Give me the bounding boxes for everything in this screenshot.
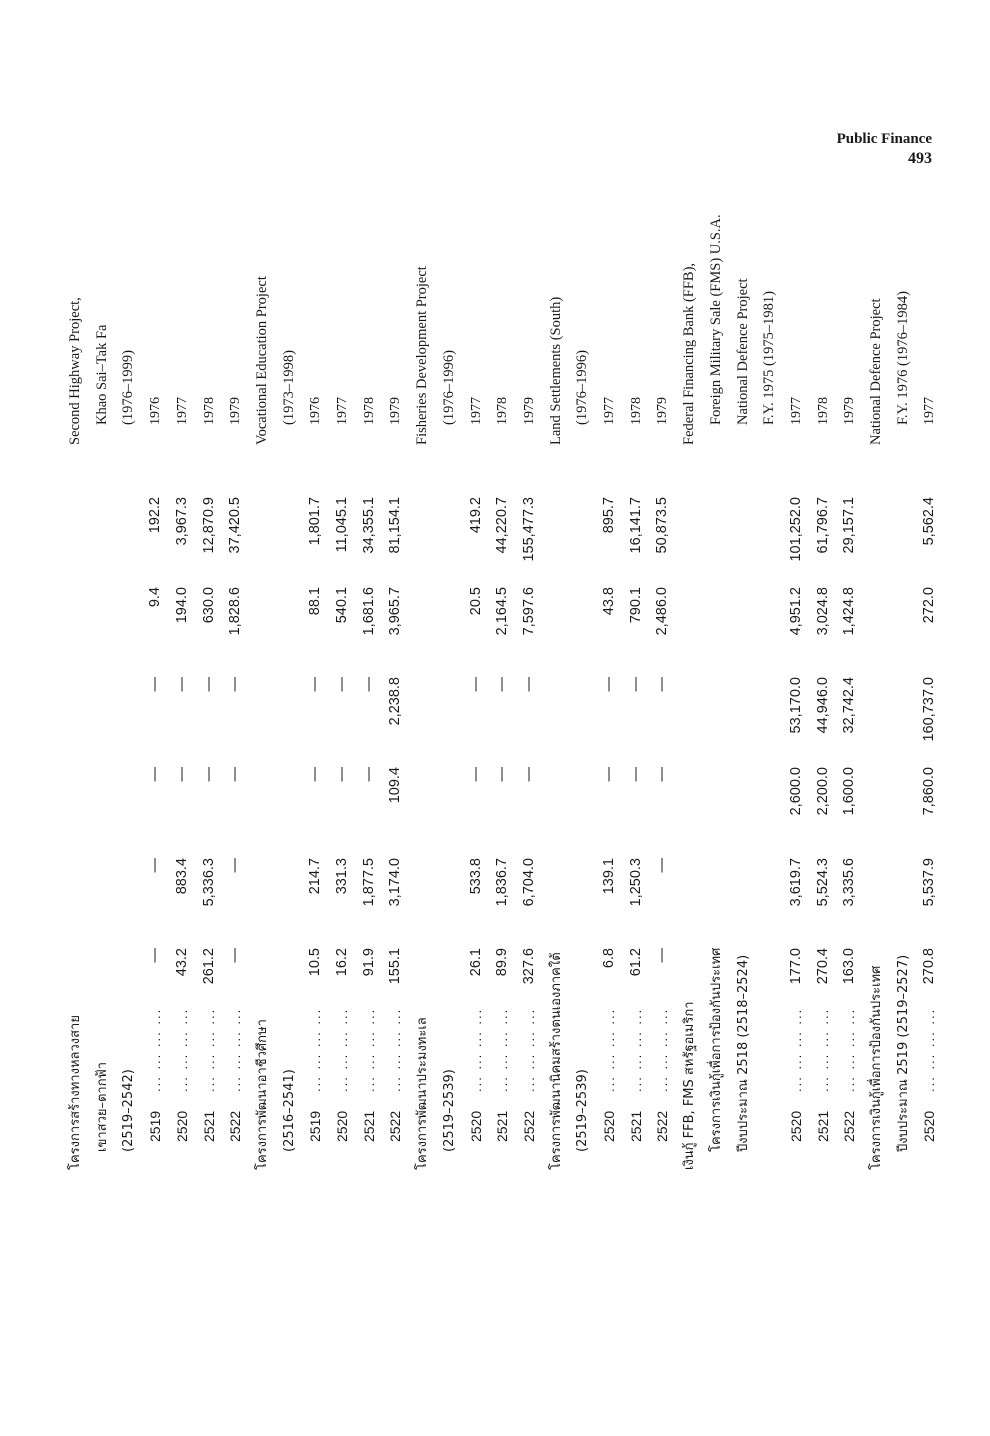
value-cell: 2,600.0 [787, 767, 804, 816]
thai-label: (2519–2539) [441, 1069, 457, 1152]
value-cell: — [307, 677, 324, 692]
value-cell: 3,967.3 [173, 497, 190, 546]
value-cell: 6,704.0 [520, 858, 537, 907]
english-label: 1979 [228, 397, 244, 425]
row-label [569, 60, 596, 1180]
value-cell: 53,170.0 [787, 677, 804, 734]
english-label: Second Highway Project, [67, 297, 83, 445]
value-cell: — [654, 767, 671, 782]
table-row [222, 60, 249, 1180]
value-cell: — [200, 677, 217, 692]
value-cell: 630.0 [200, 587, 217, 624]
table-row [356, 60, 383, 1180]
leader-dots: ... ... ... ... [815, 1007, 831, 1092]
leader-dots: ... ... ... ... [468, 1007, 484, 1092]
row-label [730, 60, 757, 1180]
english-label: 1979 [521, 397, 537, 425]
thai-label: 2520 [787, 1110, 804, 1142]
page-number: 493 [908, 150, 932, 167]
leader-dots: ... ... ... ... [842, 1007, 858, 1092]
value-cell: 214.7 [307, 858, 324, 895]
value-cell: — [627, 767, 644, 782]
value-cell: 101,252.0 [787, 497, 804, 562]
row-label [436, 60, 463, 1180]
value-cell: — [227, 948, 244, 963]
row-label [890, 60, 917, 1180]
value-cell: 895.7 [601, 497, 617, 534]
thai-label: 2519 [307, 1110, 324, 1142]
thai-label: 2519 [147, 1110, 164, 1142]
value-cell: — [601, 677, 617, 692]
value-cell: 3,965.7 [387, 587, 404, 636]
value-cell: 177.0 [787, 948, 804, 985]
english-label: Fisheries Development Project [414, 266, 431, 445]
table-row [382, 60, 409, 1180]
value-cell: 1,424.8 [841, 587, 858, 636]
row-label [543, 60, 570, 1180]
value-cell: 2,486.0 [654, 587, 671, 636]
value-cell: 1,828.6 [227, 587, 244, 636]
thai-label: (2519–2542) [121, 1069, 137, 1152]
leader-dots: ... ... ... ... [655, 1007, 671, 1092]
value-cell: 5,537.9 [921, 858, 938, 907]
value-cell: 11,045.1 [334, 497, 350, 553]
thai-label: 2520 [173, 1110, 190, 1142]
thai-label: โครงการเงินกู้เพื่อการป้องกันประเทศ [708, 947, 724, 1152]
english-label: 1979 [655, 397, 671, 425]
thai-label: 2522 [387, 1110, 404, 1142]
value-cell: 7,597.6 [520, 587, 537, 636]
value-cell: — [627, 677, 644, 692]
thai-label: 2521 [360, 1110, 377, 1142]
english-label: Khao Sai–Tak Fa [93, 324, 110, 425]
table-row [649, 60, 676, 1180]
leader-dots: ... ... ... ... [788, 1007, 804, 1092]
section-title: Public Finance [836, 131, 932, 147]
value-cell: 790.1 [627, 587, 644, 624]
value-cell: — [360, 677, 377, 692]
leader-dots: ... ... ... ... [228, 1007, 244, 1092]
value-cell: 327.6 [520, 948, 537, 985]
english-label: 1978 [201, 397, 217, 425]
english-label: 1977 [335, 397, 350, 425]
value-cell: — [147, 948, 164, 963]
value-cell: 9.4 [147, 587, 164, 608]
thai-label: (2519–2539) [575, 1069, 591, 1152]
value-cell: 6.8 [601, 948, 617, 969]
value-cell: 419.2 [467, 497, 484, 534]
value-cell: — [227, 767, 244, 782]
value-cell: — [520, 677, 537, 692]
thai-label: 2520 [921, 1110, 938, 1142]
leader-dots: ... ... ... ... [922, 1007, 938, 1092]
row-label [276, 60, 303, 1180]
value-cell: — [147, 677, 164, 692]
value-cell: 61,796.7 [814, 497, 831, 554]
value-cell: 61.2 [627, 948, 644, 977]
thai-label: 2522 [520, 1110, 537, 1142]
thai-label: 2522 [227, 1110, 244, 1142]
english-label: Federal Financing Bank (FFB), [681, 262, 698, 445]
value-cell: 109.4 [387, 767, 404, 804]
english-label: 1979 [388, 397, 404, 425]
leader-dots: ... ... ... ... [495, 1007, 511, 1092]
row-label [89, 60, 116, 1180]
value-cell: — [227, 858, 244, 873]
leader-dots: ... ... ... ... [388, 1007, 404, 1092]
english-label: 1977 [602, 397, 617, 425]
thai-label: โครงการสร้างทางหลวงสาย [68, 1015, 83, 1170]
value-cell: 29,157.1 [841, 497, 858, 554]
value-cell: 331.3 [334, 858, 350, 895]
table-row [516, 60, 543, 1180]
thai-label: 2521 [200, 1110, 217, 1142]
english-label: 1976 [308, 397, 324, 425]
thai-label: (2516–2541) [281, 1069, 297, 1152]
value-cell: — [147, 767, 164, 782]
value-cell: 43.8 [601, 587, 617, 616]
english-label: 1977 [174, 397, 190, 425]
value-cell: 26.1 [467, 948, 484, 977]
leader-dots: ... ... ... ... [308, 1007, 324, 1092]
row-label [409, 60, 436, 1180]
english-label: 1978 [495, 397, 511, 425]
table-row [169, 60, 196, 1180]
value-cell: — [307, 767, 324, 782]
value-cell: — [173, 677, 190, 692]
value-cell: 10.5 [307, 948, 324, 977]
value-cell: 883.4 [173, 858, 190, 895]
thai-label: โครงการพัฒนาอาชีวศึกษา [254, 1019, 270, 1170]
english-label: Foreign Military Sale (FMS) U.S.A. [707, 214, 724, 425]
english-label: 1976 [148, 397, 164, 425]
thai-label: ปีงบประมาณ 2518 (2518–2524) [735, 954, 751, 1152]
value-cell: 192.2 [147, 497, 164, 534]
table-row [489, 60, 516, 1180]
thai-label: เขาสวย–ตากฟ้า [94, 1061, 110, 1152]
english-label: National Defence Project [868, 298, 884, 445]
english-label: F.Y. 1976 (1976–1984) [894, 291, 911, 425]
value-cell: 5,562.4 [921, 497, 938, 546]
table-row [623, 60, 650, 1180]
value-cell: — [467, 767, 484, 782]
value-cell: 12,870.9 [200, 497, 217, 554]
value-cell: 2,238.8 [387, 677, 404, 726]
table-row [916, 60, 943, 1180]
english-label: F.Y. 1975 (1975–1981) [761, 291, 778, 425]
leader-dots: ... ... ... ... [174, 1007, 190, 1092]
thai-label: โครงการเงินกู้เพื่อการป้องกันประเทศ [869, 965, 884, 1170]
value-cell: 3,024.8 [814, 587, 831, 636]
row-label [676, 60, 703, 1180]
value-cell: — [334, 677, 350, 692]
value-cell: — [520, 767, 537, 782]
value-cell: 44,220.7 [494, 497, 511, 554]
table-row [783, 60, 810, 1180]
table-row [596, 60, 623, 1180]
value-cell: — [147, 858, 164, 873]
leader-dots: ... ... ... ... [521, 1007, 537, 1092]
value-cell: — [200, 767, 217, 782]
value-cell: 16.2 [334, 948, 350, 977]
value-cell: 81,154.1 [387, 497, 404, 554]
value-cell: 1,877.5 [360, 858, 377, 907]
leader-dots: ... ... ... ... [201, 1007, 217, 1092]
value-cell: 1,600.0 [841, 767, 858, 816]
value-cell: 91.9 [360, 948, 377, 977]
value-cell: 5,336.3 [200, 858, 217, 907]
value-cell: 20.5 [467, 587, 484, 616]
leader-dots: ... ... ... ... [148, 1007, 164, 1092]
row-label [863, 60, 890, 1180]
value-cell: 1,836.7 [494, 858, 511, 907]
table-row [302, 60, 329, 1180]
value-cell: — [654, 677, 671, 692]
value-cell: — [467, 677, 484, 692]
value-cell: 139.1 [601, 858, 617, 895]
thai-label: โครงการพัฒนานิคมสร้างตนเองภาคใต้ [548, 952, 564, 1170]
leader-dots: ... ... ... ... [361, 1007, 377, 1092]
value-cell: 3,335.6 [841, 858, 858, 907]
english-label: National Defence Project [734, 278, 751, 425]
value-cell: — [173, 767, 190, 782]
value-cell: 3,619.7 [787, 858, 804, 907]
english-label: 1977 [468, 397, 484, 425]
leader-dots: ... ... ... ... [628, 1007, 644, 1092]
english-label: (1973–1998) [280, 350, 297, 425]
value-cell: 2,164.5 [494, 587, 511, 636]
value-cell: 3,174.0 [387, 858, 404, 907]
table-row [329, 60, 356, 1180]
thai-label: 2520 [334, 1110, 350, 1142]
table-row [836, 60, 863, 1180]
row-label [115, 60, 142, 1180]
value-cell: 44,946.0 [814, 677, 831, 734]
thai-label: 2522 [841, 1110, 858, 1142]
value-cell: 2,200.0 [814, 767, 831, 816]
value-cell: 7,860.0 [921, 767, 938, 816]
value-cell: 37,420.5 [227, 497, 244, 554]
table-row [810, 60, 837, 1180]
thai-label: 2520 [601, 1110, 617, 1142]
row-label [756, 60, 783, 1180]
value-cell: 43.2 [173, 948, 190, 977]
row-label [703, 60, 730, 1180]
value-cell: 1,801.7 [307, 497, 324, 546]
rotated-data-table [45, 60, 945, 1180]
value-cell: 5,524.3 [814, 858, 831, 907]
value-cell: 4,951.2 [787, 587, 804, 636]
english-label: 1979 [842, 397, 858, 425]
value-cell: — [334, 767, 350, 782]
english-label: 1978 [361, 397, 377, 425]
value-cell: 270.8 [921, 948, 938, 985]
value-cell: 261.2 [200, 948, 217, 985]
table-row [142, 60, 169, 1180]
english-label: (1976–1996) [574, 350, 591, 425]
english-label: 1978 [628, 397, 644, 425]
value-cell: 160,737.0 [921, 677, 938, 742]
english-label: (1976–1999) [120, 350, 137, 425]
value-cell: — [360, 767, 377, 782]
value-cell: 89.9 [494, 948, 511, 977]
english-label: 1977 [922, 397, 938, 425]
thai-label: เงินกู้ FFB, FMS สหรัฐอเมริกา [682, 1001, 698, 1170]
row-label [62, 60, 89, 1180]
value-cell: 1,250.3 [627, 858, 644, 907]
table-row [196, 60, 223, 1180]
thai-label: 2521 [494, 1110, 511, 1142]
value-cell: 50,873.5 [654, 497, 671, 554]
value-cell: — [601, 767, 617, 782]
value-cell: 533.8 [467, 858, 484, 895]
value-cell: 155.1 [387, 948, 404, 985]
value-cell: 194.0 [173, 587, 190, 624]
value-cell: — [494, 767, 511, 782]
leader-dots: ... ... ... ... [335, 1007, 350, 1092]
english-label: 1978 [815, 397, 831, 425]
english-label: Vocational Education Project [253, 276, 270, 445]
value-cell: 32,742.4 [841, 677, 858, 734]
value-cell: — [494, 677, 511, 692]
value-cell: — [227, 677, 244, 692]
value-cell: 16,141.7 [627, 497, 644, 554]
value-cell: 272.0 [921, 587, 938, 624]
leader-dots: ... ... ... ... [602, 1007, 617, 1092]
thai-label: 2521 [814, 1110, 831, 1142]
value-cell: — [654, 858, 671, 873]
value-cell: 270.4 [814, 948, 831, 985]
row-label [249, 60, 276, 1180]
value-cell: 34,355.1 [360, 497, 377, 554]
value-cell: 1,681.6 [360, 587, 377, 636]
english-label: Land Settlements (South) [547, 296, 564, 445]
thai-label: 2521 [627, 1110, 644, 1142]
value-cell: 163.0 [841, 948, 858, 985]
thai-label: 2522 [654, 1110, 671, 1142]
english-label: (1976–1996) [440, 350, 457, 425]
english-label: 1977 [788, 397, 804, 425]
table-row [463, 60, 490, 1180]
value-cell: 155,477.3 [520, 497, 537, 562]
thai-label: 2520 [467, 1110, 484, 1142]
value-cell: — [654, 948, 671, 963]
value-cell: 88.1 [307, 587, 324, 616]
thai-label: ปีงบประมาณ 2519 (2519–2527) [895, 954, 911, 1152]
thai-label: โครงการพัฒนาประมงทะเล [415, 1017, 431, 1170]
value-cell: 540.1 [334, 587, 350, 624]
